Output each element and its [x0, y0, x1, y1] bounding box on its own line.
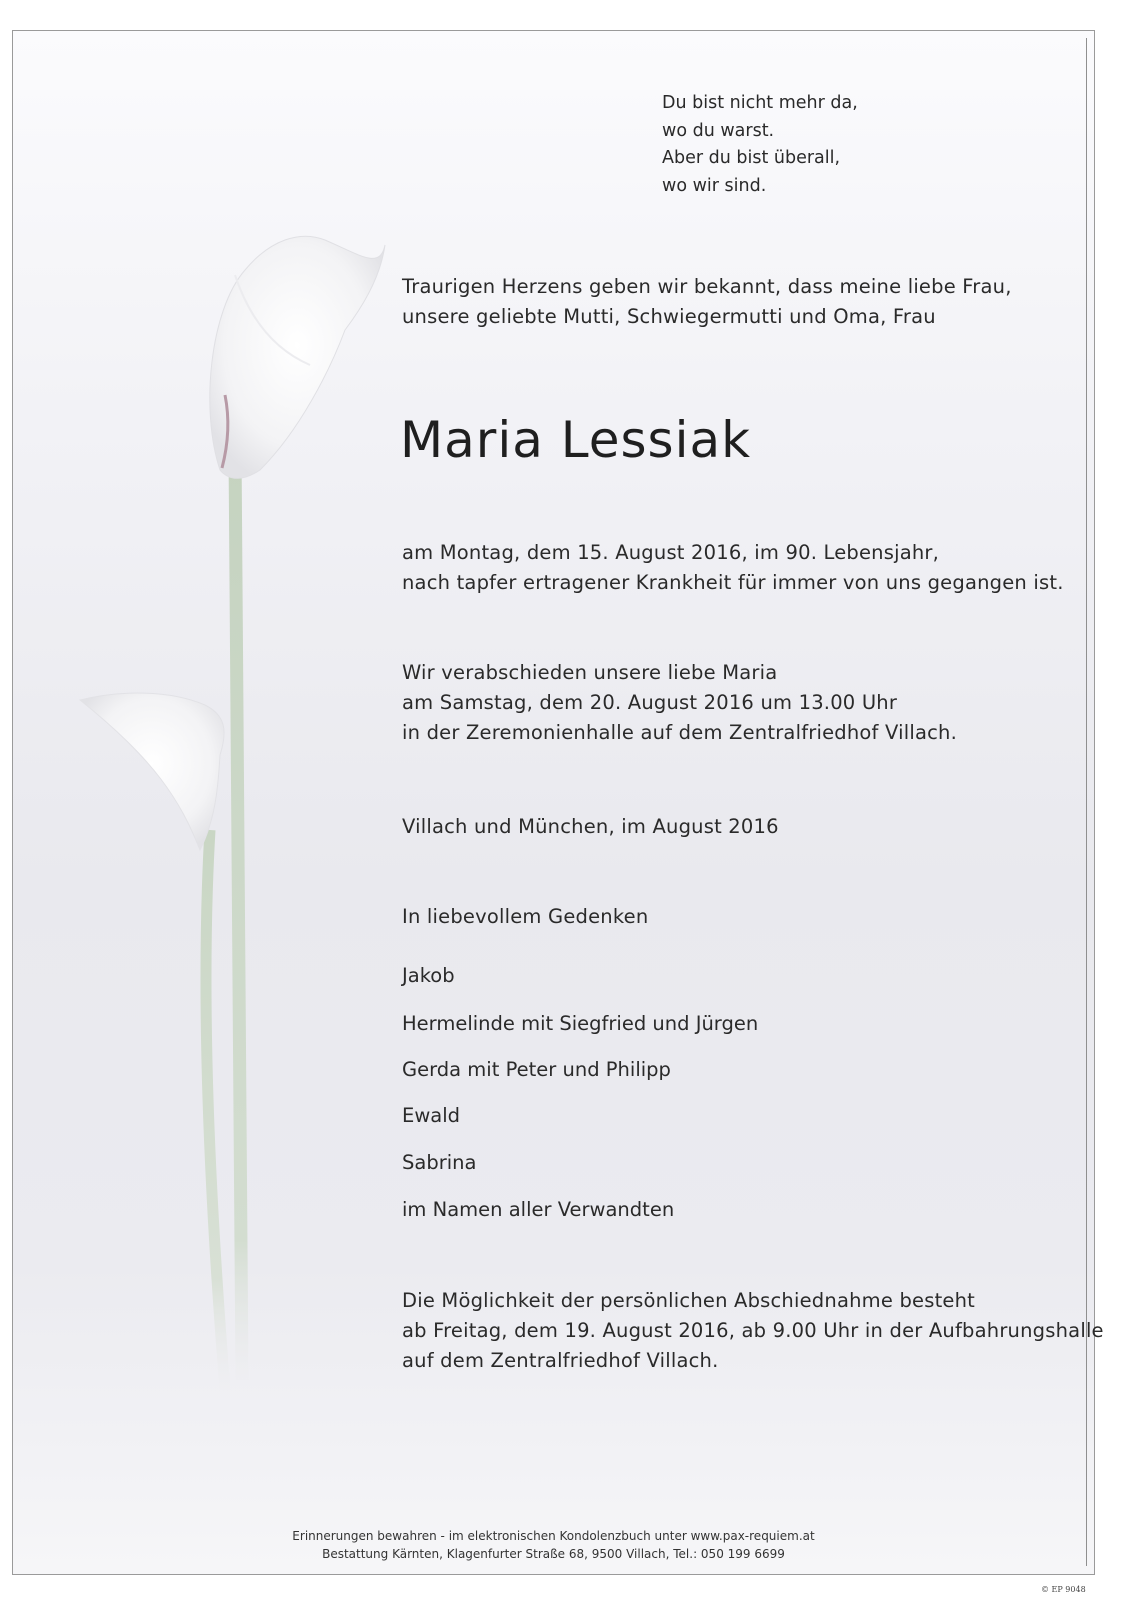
death-info-line: am Montag, dem 15. August 2016, im 90. Lebensjahr,	[402, 541, 940, 564]
flower-short	[80, 693, 224, 850]
poem	[662, 90, 858, 200]
announcement-line: unsere geliebte Mutti, Schwiegermutti und Oma, Frau	[402, 305, 936, 328]
farewell-line: in der Zeremonienhalle auf dem Zentralfriedhof Villach.	[402, 721, 958, 744]
mourner-item: Hermelinde mit Siegfried und Jürgen	[402, 1012, 759, 1035]
poem-line: wo wir sind.	[662, 175, 767, 196]
footer	[0, 1527, 1119, 1563]
stem-tall	[235, 450, 242, 1380]
flower-tall	[210, 236, 385, 478]
mourner-item: Jakob	[402, 964, 455, 987]
viewing-line: ab Freitag, dem 19. August 2016, ab 9.00 Uhr in der Aufbahrungshalle	[402, 1319, 1104, 1342]
death-info-line: nach tapfer ertragener Krankheit für immer von uns gegangen ist.	[402, 571, 1064, 594]
remembrance-heading: In liebevollem Gedenken	[402, 905, 649, 928]
mourner-item: im Namen aller Verwandten	[402, 1198, 675, 1221]
poem-line: Aber du bist überall,	[662, 148, 841, 168]
viewing-info	[402, 1286, 1104, 1376]
stem-short	[206, 830, 225, 1390]
place-date: Villach und München, im August 2016	[402, 815, 779, 838]
death-info	[402, 538, 1064, 598]
mourner-item: Gerda mit Peter und Philipp	[402, 1058, 671, 1081]
mourner-item: Sabrina	[402, 1151, 477, 1174]
farewell-line: Wir verabschieden unsere liebe Maria	[402, 661, 778, 684]
announcement	[402, 272, 1012, 332]
viewing-line: auf dem Zentralfriedhof Villach.	[402, 1349, 719, 1372]
mourner-item: Ewald	[402, 1104, 461, 1127]
farewell-info	[402, 658, 957, 748]
poem-line: wo du warst.	[662, 120, 775, 141]
announcement-line: Traurigen Herzens geben wir bekannt, dass meine liebe Frau,	[402, 275, 1012, 298]
print-code: © EP 9048	[1041, 1585, 1086, 1594]
viewing-line: Die Möglichkeit der persönlichen Abschiednahme besteht	[402, 1289, 976, 1312]
deceased-name: Maria Lessiak	[400, 411, 752, 469]
farewell-line: am Samstag, dem 20. August 2016 um 13.00 Uhr	[402, 691, 898, 714]
poem-line: Du bist nicht mehr da,	[662, 93, 858, 113]
footer-line: Erinnerungen bewahren - im elektronischen Kondolenzbuch unter www.pax-requiem.at	[292, 1529, 815, 1543]
footer-line: Bestattung Kärnten, Klagenfurter Straße 68, 9500 Villach, Tel.: 050 199 6699	[322, 1547, 785, 1561]
calla-lily-illustration	[60, 200, 400, 1440]
